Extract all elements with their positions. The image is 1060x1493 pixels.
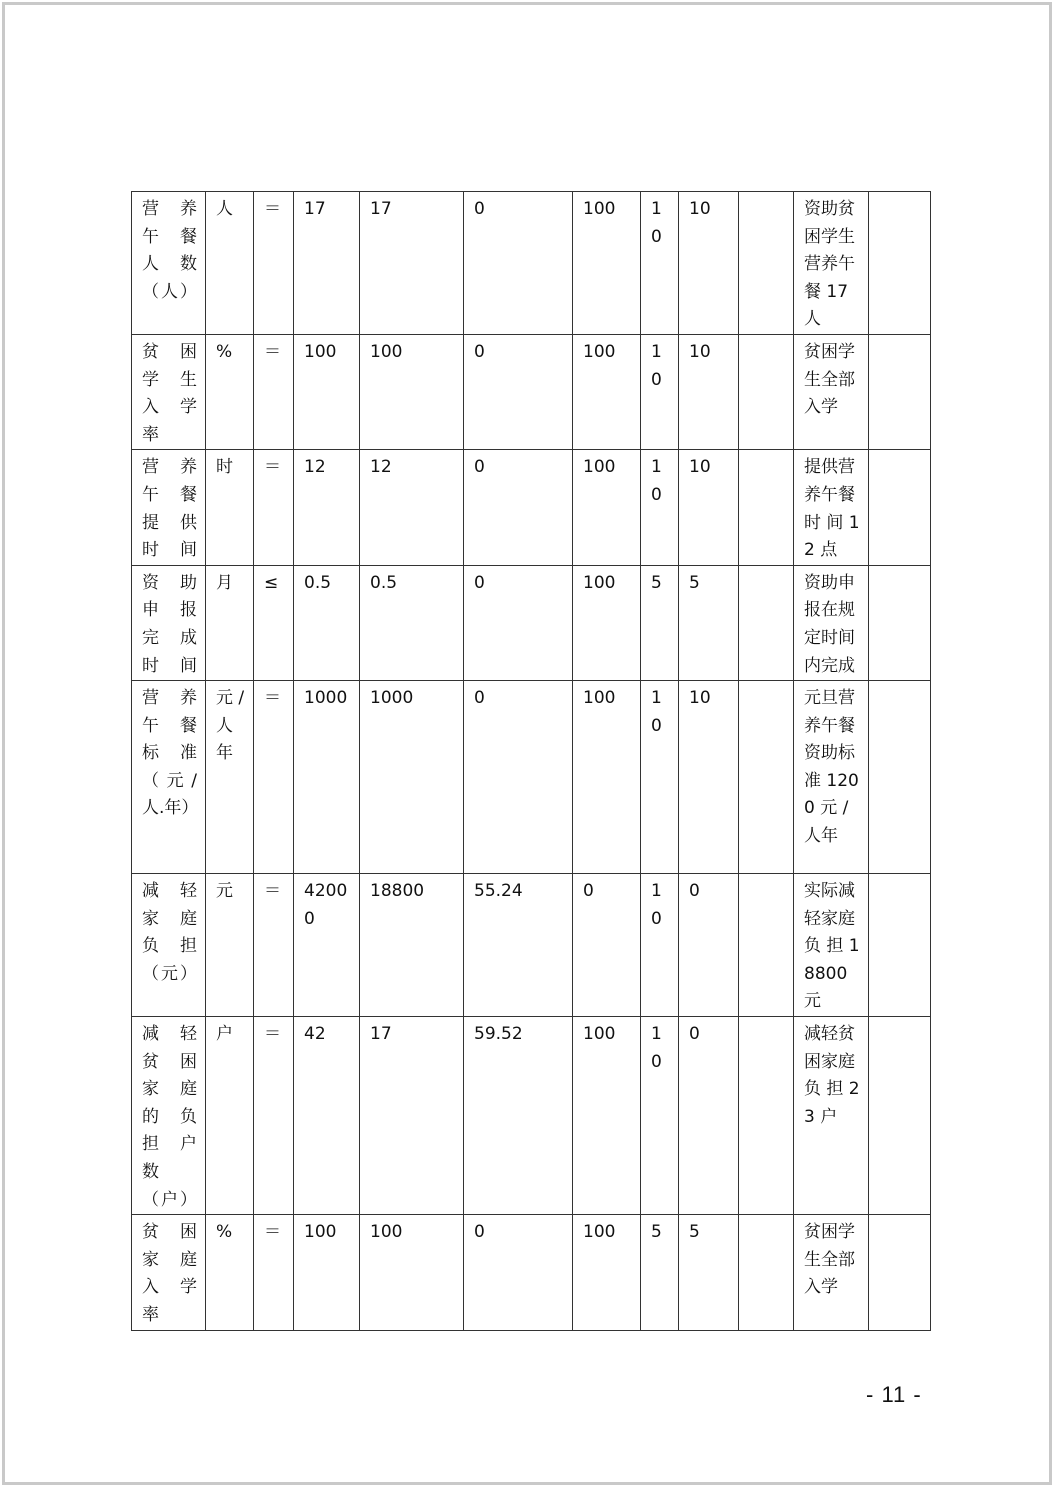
table-row [132, 681, 931, 874]
weight-cell: 10 [641, 681, 679, 874]
completion-rate-cell: 100 [573, 334, 641, 449]
target-value-cell: 100 [294, 1215, 360, 1330]
table-row [132, 565, 931, 680]
deviation-cell: 0 [464, 1215, 573, 1330]
indicator-name-cell: 营 养 午 餐 标 准 （ 元 / 人.年） [132, 681, 206, 874]
table-row [132, 192, 931, 335]
unit-cell: 元 [206, 874, 254, 1017]
actual-value-cell: 0.5 [360, 565, 464, 680]
remark-cell: 元旦营养午餐资助标准 1200 元 / 人年 [794, 681, 869, 874]
actual-value-cell: 17 [360, 1017, 464, 1215]
blank-cell [739, 450, 794, 565]
completion-rate-cell: 0 [573, 874, 641, 1017]
extra-cell [869, 450, 931, 565]
completion-rate-cell: 100 [573, 681, 641, 874]
extra-cell [869, 681, 931, 874]
deviation-cell: 0 [464, 565, 573, 680]
operator-cell: ＝ [254, 1215, 294, 1330]
operator-cell: ＝ [254, 192, 294, 335]
score-cell: 5 [679, 1215, 739, 1330]
score-cell: 5 [679, 565, 739, 680]
indicator-name-cell: 营 养 午 餐 提 供 时间 [132, 450, 206, 565]
score-cell: 0 [679, 1017, 739, 1215]
table-row [132, 334, 931, 449]
unit-cell: 元 / 人 年 [206, 681, 254, 874]
extra-cell [869, 1215, 931, 1330]
extra-cell [869, 1017, 931, 1215]
deviation-cell: 59.52 [464, 1017, 573, 1215]
weight-cell: 5 [641, 1215, 679, 1330]
remark-cell: 减轻贫困家庭负 担 23 户 [794, 1017, 869, 1215]
page-number: - 11 - [866, 1382, 922, 1407]
score-cell: 10 [679, 192, 739, 335]
weight-cell: 10 [641, 1017, 679, 1215]
table-row [132, 450, 931, 565]
weight-cell: 10 [641, 334, 679, 449]
remark-cell: 贫困学生全部入学 [794, 334, 869, 449]
actual-value-cell: 100 [360, 334, 464, 449]
indicator-name-cell: 减 轻 家 庭 负 担 （元） [132, 874, 206, 1017]
target-value-cell: 100 [294, 334, 360, 449]
score-cell: 10 [679, 450, 739, 565]
blank-cell [739, 1017, 794, 1215]
operator-cell: ＝ [254, 874, 294, 1017]
completion-rate-cell: 100 [573, 450, 641, 565]
indicator-name-cell: 资 助 申 报 完 成 时间 [132, 565, 206, 680]
unit-cell: % [206, 1215, 254, 1330]
actual-value-cell: 1000 [360, 681, 464, 874]
table-row [132, 874, 931, 1017]
operator-cell: ＝ [254, 681, 294, 874]
blank-cell [739, 681, 794, 874]
blank-cell [739, 192, 794, 335]
completion-rate-cell: 100 [573, 1215, 641, 1330]
target-value-cell: 42000 [294, 874, 360, 1017]
deviation-cell: 0 [464, 334, 573, 449]
blank-cell [739, 565, 794, 680]
target-value-cell: 12 [294, 450, 360, 565]
table-row [132, 1017, 931, 1215]
weight-cell: 10 [641, 192, 679, 335]
table-body [132, 192, 931, 1331]
actual-value-cell: 12 [360, 450, 464, 565]
unit-cell: 月 [206, 565, 254, 680]
remark-cell: 提供营养午餐时 间 12 点 [794, 450, 869, 565]
operator-cell: ＝ [254, 334, 294, 449]
deviation-cell: 0 [464, 192, 573, 335]
score-cell: 10 [679, 681, 739, 874]
unit-cell: % [206, 334, 254, 449]
target-value-cell: 1000 [294, 681, 360, 874]
deviation-cell: 0 [464, 681, 573, 874]
target-value-cell: 17 [294, 192, 360, 335]
indicator-name-cell: 贫 困 家 庭 入 学 率 [132, 1215, 206, 1330]
unit-cell: 时 [206, 450, 254, 565]
score-cell: 0 [679, 874, 739, 1017]
unit-cell: 人 [206, 192, 254, 335]
weight-cell: 5 [641, 565, 679, 680]
actual-value-cell: 17 [360, 192, 464, 335]
indicator-name-cell: 减 轻 贫 困 家 庭 的 负 担 户 数 （户） [132, 1017, 206, 1215]
score-cell: 10 [679, 334, 739, 449]
operator-cell: ＝ [254, 1017, 294, 1215]
target-value-cell: 42 [294, 1017, 360, 1215]
weight-cell: 10 [641, 874, 679, 1017]
extra-cell [869, 334, 931, 449]
operator-cell: ≤ [254, 565, 294, 680]
unit-cell: 户 [206, 1017, 254, 1215]
extra-cell [869, 565, 931, 680]
remark-cell: 贫困学生全部入学 [794, 1215, 869, 1330]
actual-value-cell: 18800 [360, 874, 464, 1017]
performance-indicator-table [131, 191, 931, 1331]
completion-rate-cell: 100 [573, 1017, 641, 1215]
actual-value-cell: 100 [360, 1215, 464, 1330]
remark-cell: 实际减轻家庭负 担 18800 元 [794, 874, 869, 1017]
target-value-cell: 0.5 [294, 565, 360, 680]
blank-cell [739, 874, 794, 1017]
deviation-cell: 55.24 [464, 874, 573, 1017]
blank-cell [739, 334, 794, 449]
extra-cell [869, 192, 931, 335]
extra-cell [869, 874, 931, 1017]
blank-cell [739, 1215, 794, 1330]
indicator-name-cell: 营 养 午 餐 人 数 （人） [132, 192, 206, 335]
completion-rate-cell: 100 [573, 192, 641, 335]
remark-cell: 资助申报在规定时间内完成 [794, 565, 869, 680]
remark-cell: 资助贫困学生营养午餐 17 人 [794, 192, 869, 335]
deviation-cell: 0 [464, 450, 573, 565]
completion-rate-cell: 100 [573, 565, 641, 680]
operator-cell: ＝ [254, 450, 294, 565]
table-row [132, 1215, 931, 1330]
indicator-name-cell: 贫 困 学 生 入 学 率 [132, 334, 206, 449]
weight-cell: 10 [641, 450, 679, 565]
